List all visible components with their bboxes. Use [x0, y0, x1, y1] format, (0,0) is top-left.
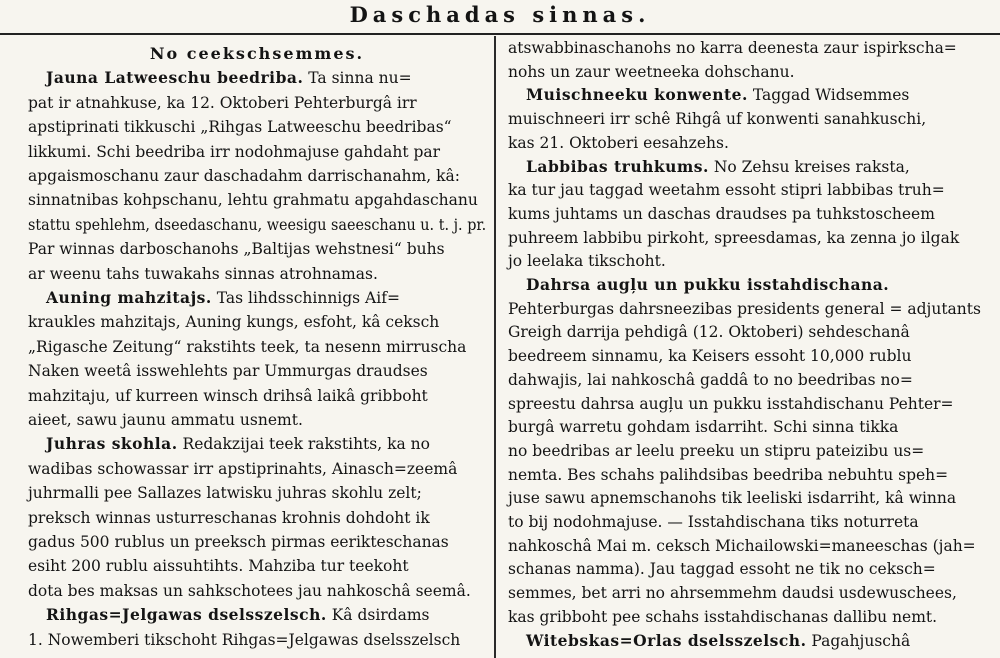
right-column-line	[526, 631, 910, 651]
article-text: ar weenu tahs tuwakahs sinnas atrohnamas.	[28, 264, 378, 283]
left-column-line	[46, 68, 412, 88]
left-column-line	[28, 239, 445, 259]
left-column-line	[28, 483, 422, 503]
right-column-line	[508, 322, 910, 342]
article-heading: Labbibas truhkums.	[526, 156, 709, 176]
article-text: gadus 500 rublus un preeksch pirmas eerikteschanas	[28, 533, 449, 551]
right-column-line	[508, 109, 926, 129]
right-column-line	[508, 583, 957, 603]
right-column-line	[508, 536, 976, 556]
article-text: nemta. Bes schahs palihdsibas beedriba nebuhtu speh=	[508, 465, 949, 484]
article-text: dahwajis, lai nahkoschâ gaddâ to no beedribas no=	[508, 370, 913, 389]
right-column-line	[508, 251, 666, 271]
article-text: juhrmalli pee Sallazes latwisku juhras skohlu zelt;	[28, 484, 422, 503]
right-column-line	[508, 62, 795, 82]
left-column-line	[28, 337, 466, 357]
article-text: juse sawu apnemschanohs tik leeliski isdarriht, kâ winna	[508, 489, 957, 508]
article-text: sinnatnibas kohpschanu, lehtu grahmatu apgahdaschanu	[28, 191, 478, 210]
right-column-line	[508, 559, 936, 579]
article-text: Kâ dsirdams	[326, 606, 430, 625]
right-column-line	[508, 512, 919, 532]
article-text: stattu spehlehm, dseedaschanu, weesigu saeeschanu u. t. j. pr.	[28, 215, 487, 234]
left-column-line	[46, 288, 400, 308]
right-column-line	[508, 299, 981, 319]
article-heading: Auning mahzitajs.	[46, 288, 212, 307]
left-column-line	[28, 264, 378, 284]
article-text: puhreem labbibu pirkoht, spreesdamas, ka zenna jo ilgak	[508, 228, 960, 247]
left-column-line	[28, 190, 478, 210]
left-column-line	[28, 93, 417, 113]
right-column-line	[526, 157, 910, 177]
article-heading: Jauna Latweeschu beedriba.	[46, 68, 304, 88]
right-column-line	[508, 346, 911, 366]
right-column-line	[526, 85, 909, 105]
left-column-line	[28, 312, 439, 332]
article-text: apgaismoschanu zaur daschadahm darrischanahm, kâ:	[28, 167, 460, 185]
article-text: mahzitaju, uf kurreen winsch drihsâ laikâ gribboht	[28, 386, 428, 405]
column-divider	[494, 36, 496, 658]
right-column-line	[508, 133, 729, 153]
article-text: kraukles mahzitajs, Auning kungs, esfoht, kâ ceksch	[28, 313, 440, 332]
article-text: pat ir atnahkuse, ka 12. Oktoberi Pehterburgâ irr	[28, 93, 417, 112]
left-column-line	[28, 556, 409, 576]
article-text: Redakzijai teek rakstihts, ka no	[177, 435, 430, 454]
article-text: apstiprinati tikkuschi „Rihgas Latweeschu beedribas“	[28, 118, 452, 137]
header-rule	[0, 33, 1000, 35]
article-text: burgâ warretu gohdam isdarriht. Schi sinna tikka	[508, 418, 899, 437]
right-column-line	[508, 38, 957, 58]
right-column-line	[508, 228, 959, 248]
article-text: beedreem sinnamu, ka Keisers essoht 10,000 rublu	[508, 347, 912, 366]
article-text: Par winnas darboschanohs „Baltijas wehstnesi“ buhs	[28, 240, 445, 259]
left-column-line	[28, 166, 460, 186]
article-text: kums juhtams un daschas draudses pa tuhkstoscheem	[508, 204, 935, 223]
left-column-line	[28, 142, 440, 162]
article-text: kas gribboht pee schahs isstahdischanas dallibu nemt.	[508, 607, 938, 626]
article-text: schanas namma). Jau taggad essoht ne tik no ceksch=	[508, 560, 936, 579]
article-text: Ta sinna nu=	[303, 69, 412, 88]
article-text: wadibas schowassar irr apstiprinahts, Ainasch=zeemâ	[28, 459, 458, 478]
article-text: to bij nodohmajuse. — Isstahdischana tiks noturreta	[508, 513, 919, 531]
article-heading: Juhras skohla.	[46, 434, 178, 454]
left-column-line	[28, 117, 452, 137]
page-title: Daschadas sinnas.	[349, 2, 651, 27]
article-text: ka tur jau taggad weetahm essoht stipri labbibas truh=	[508, 181, 945, 200]
article-text: spreestu dahrsa augļu un pukku isstahdischanu Pehter=	[508, 394, 954, 413]
right-column-line	[508, 441, 924, 461]
article-text: esiht 200 rublu aissuhtihts. Mahziba tur teekoht	[28, 557, 409, 576]
right-column-line	[508, 465, 948, 485]
article-text: Naken weetâ isswehlehts par Ummurgas draudses	[28, 362, 428, 381]
left-column-line	[28, 386, 428, 406]
article-text: Pehterburgas dahrsneezibas presidents general = adjutants	[508, 299, 981, 318]
left-column-line	[28, 410, 303, 430]
article-text: nohs un zaur weetneeka dohschanu.	[508, 62, 795, 81]
right-column-line	[526, 275, 889, 295]
left-column-line	[28, 215, 486, 235]
left-column-line	[46, 605, 430, 625]
article-text: „Rigasche Zeitung“ rakstihts teek, ta nesenn mirruscha	[28, 337, 467, 356]
right-column-line	[508, 370, 913, 390]
article-text: Taggad Widsemmes	[747, 86, 910, 105]
article-text: semmes, bet arri no ahrsemmehm daudsi usdewuschees,	[508, 584, 957, 603]
article-text: dota bes maksas un sahkschotees jau nahkoschâ seemâ.	[28, 581, 471, 600]
article-text: 1. Nowemberi tikschoht Rihgas=Jelgawas dselsszelsch	[28, 630, 461, 649]
article-text: muischneeri irr schê Rihgâ uf konwenti sanahkuschi,	[508, 110, 927, 129]
article-text: nahkoschâ Mai m. ceksch Michailowski=maneeschas (jah=	[508, 536, 976, 555]
article-heading: Rihgas=Jelgawas dselsszelsch.	[46, 605, 327, 625]
left-column-line	[28, 44, 486, 64]
left-column-line	[28, 581, 471, 601]
right-column-line	[508, 394, 954, 414]
right-column-line	[508, 488, 956, 508]
article-text: Tas lihdsschinnigs Aif=	[211, 289, 400, 307]
article-text: no beedribas ar leelu preeku un stipru pateizibu us=	[508, 441, 925, 460]
right-column-line	[508, 204, 935, 224]
article-text: preksch winnas usturreschanas krohnis dohdoht ik	[28, 508, 430, 527]
left-column-line	[28, 361, 428, 381]
article-text: likkumi. Schi beedriba irr nodohmajuse gahdaht par	[28, 142, 441, 161]
article-text: Greigh darrija pehdigâ (12. Oktoberi) sehdeschanâ	[508, 323, 910, 342]
article-heading: Dahrsa augļu un pukku isstahdischana.	[526, 275, 890, 294]
article-heading: Muischneeku konwente.	[526, 85, 748, 105]
right-column-line	[508, 607, 937, 627]
left-column-line	[28, 459, 457, 479]
left-column-line	[28, 508, 430, 528]
article-heading: Witebskas=Orlas dselsszelsch.	[526, 630, 807, 650]
article-text: No ceekschsemmes.	[149, 44, 365, 63]
right-column-line	[508, 417, 898, 437]
left-column-line	[28, 630, 460, 650]
article-text: No Zehsu kreises raksta,	[708, 157, 910, 176]
right-column-line	[508, 180, 945, 200]
article-text: kas 21. Oktoberi eesahzehs.	[508, 133, 729, 152]
left-column-line	[46, 434, 430, 454]
article-text: Pagahjuschâ	[806, 631, 911, 650]
left-column-line	[28, 532, 449, 552]
article-text: atswabbinaschanohs no karra deenesta zaur ispirkscha=	[508, 39, 957, 57]
article-text: jo leelaka tikschoht.	[508, 252, 666, 271]
article-text: aieet, sawu jaunu ammatu usnemt.	[28, 411, 303, 429]
